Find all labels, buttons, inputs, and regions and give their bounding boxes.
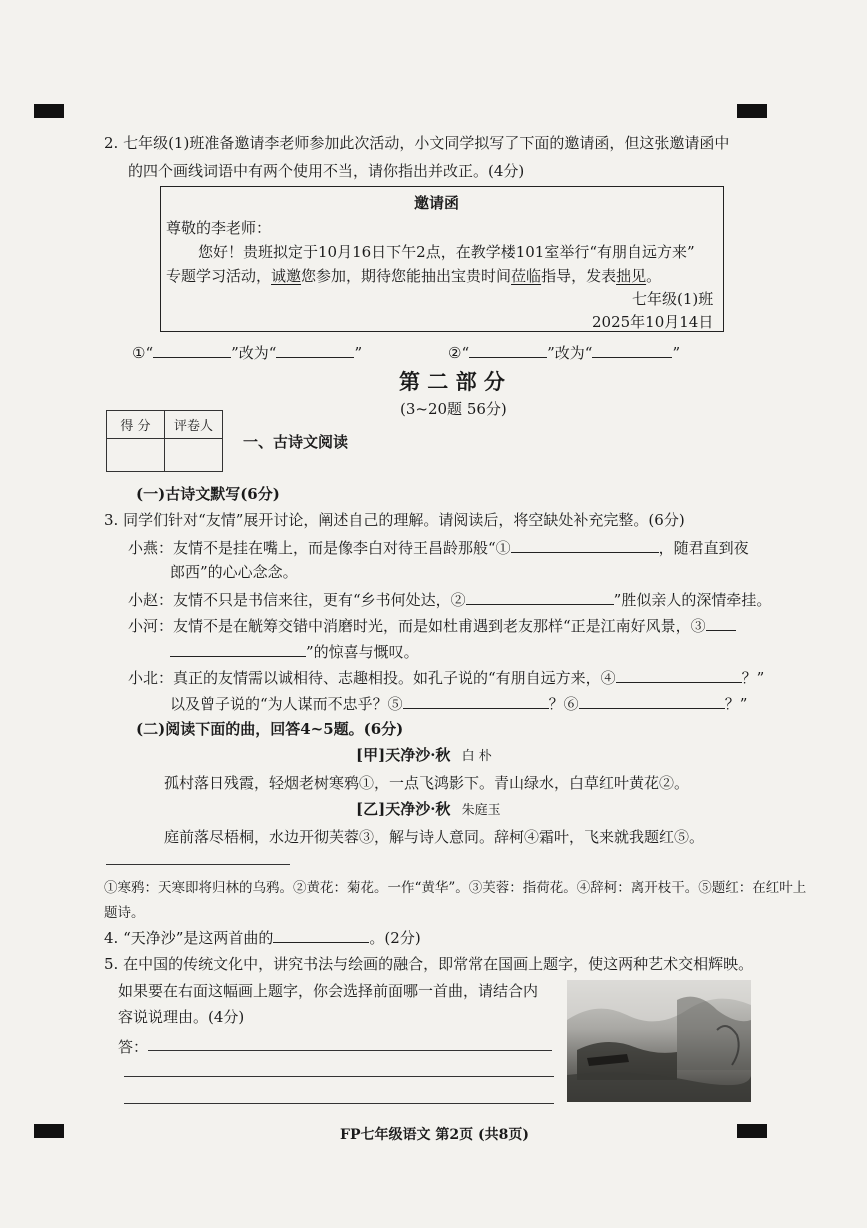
poem-a-author: 白 朴 — [461, 749, 492, 764]
answer-blank-1b[interactable] — [276, 341, 354, 358]
poem-b-title: [乙]天净沙·秋 朱庭玉 — [356, 800, 501, 818]
answer-line-3[interactable] — [124, 1103, 554, 1104]
answer-line-2[interactable] — [124, 1076, 554, 1077]
grader-header: 评卷人 — [165, 411, 223, 439]
invitation-date: 2025年10月14日 — [592, 313, 714, 331]
invitation-sign: 七年级(1)班 — [632, 290, 714, 308]
score-table — [106, 410, 223, 472]
part-subtitle: (3~20题 56分) — [400, 400, 507, 418]
blank-5[interactable] — [403, 692, 549, 709]
landscape-painting-icon — [567, 980, 751, 1102]
poem-a-text: 孤村落日残霞，轻烟老树寒鸦①，一点飞鸿影下。青山绿水，白草红叶黄花②。 — [164, 774, 690, 792]
invitation-salutation: 尊敬的李老师： — [166, 219, 272, 237]
q3-xiaoyan-cont: 郎西”的心心念念。 — [170, 563, 298, 581]
score-cell[interactable] — [107, 439, 165, 472]
underlined-word-lilin: 莅临 — [511, 267, 542, 285]
footnote-line2: 题诗。 — [104, 905, 145, 921]
registration-mark-bottom-left — [34, 1124, 64, 1138]
part-title: 第 二 部 分 — [399, 369, 505, 394]
invitation-body-line2: 专题学习活动，诚邀您参加，期待您能抽出宝贵时间莅临指导，发表拙见。 — [166, 267, 662, 285]
registration-mark-top-right — [737, 104, 767, 118]
subsection-heading-2: (二)阅读下面的曲，回答4~5题。(6分) — [136, 720, 404, 738]
ink-painting-image — [567, 980, 751, 1102]
registration-mark-top-left — [34, 104, 64, 118]
q5-line3: 容说说理由。(4分) — [118, 1008, 245, 1026]
q3-xiaohe: 小河：友情不是在觥筹交错中消磨时光，而是如杜甫遇到老友那样“正是江南好风景，③ — [128, 614, 736, 636]
footnote-divider — [106, 864, 290, 865]
poem-b-text: 庭前落尽梧桐，水边开彻芙蓉③，解与诗人意同。辞柯④霜叶，飞来就我题红⑤。 — [164, 828, 705, 846]
q3-xiaohe-cont: ”的惊喜与慨叹。 — [170, 640, 419, 662]
q5-line1: 5. 在中国的传统文化中，讲究书法与绘画的融合，即常常在国画上题字，使这两种艺术交相辉映。 — [104, 955, 754, 973]
q4-blank[interactable] — [273, 926, 369, 943]
registration-mark-bottom-right — [737, 1124, 767, 1138]
blank-2[interactable] — [466, 588, 614, 605]
q4: 4. “天净沙”是这两首曲的 。(2分) — [104, 926, 421, 948]
section-heading-classical: 一、古诗文阅读 — [243, 433, 349, 451]
q3-xiaoyan: 小燕：友情不是挂在嘴上，而是像李白对待王昌龄那般“① ，随君直到夜 — [128, 536, 749, 558]
q3-xiaobei-cont: 以及曾子说的“为人谋而不忠乎？⑤ ？⑥ ？” — [170, 692, 747, 714]
q2-answer-2: ②“ ”改为“ ” — [448, 341, 680, 363]
blank-4[interactable] — [616, 666, 742, 683]
answer-blank-2a[interactable] — [469, 341, 547, 358]
blank-3a[interactable] — [706, 614, 736, 631]
underlined-word-zhuojian: 拙见 — [616, 267, 647, 285]
blank-6[interactable] — [579, 692, 725, 709]
subsection-heading-1: (一)古诗文默写(6分) — [136, 485, 280, 503]
answer-blank-1a[interactable] — [153, 341, 231, 358]
q5-line2: 如果要在右面这幅画上题字，你会选择前面哪一首曲，请结合内 — [118, 982, 539, 1000]
q3-xiaozhao: 小赵：友情不只是书信来往，更有“乡书何处达，② ”胜似亲人的深情牵挂。 — [128, 588, 771, 610]
q2-line2: 的四个画线词语中有两个使用不当，请你指出并改正。(4分) — [128, 162, 525, 180]
answer-blank-2b[interactable] — [592, 341, 672, 358]
q5-answer-label: 答： — [118, 1038, 149, 1056]
q2-line1: 2. 七年级(1)班准备邀请李老师参加此次活动，小文同学拟写了下面的邀请函，但这张邀请函中 — [104, 134, 730, 152]
invitation-body-line1: 您好！贵班拟定于10月16日下午2点，在教学楼101室举行“有朋自远方来” — [198, 243, 695, 261]
underlined-word-chengyao: 诚邀 — [271, 267, 302, 285]
blank-1[interactable] — [511, 536, 659, 553]
invitation-title: 邀请函 — [414, 194, 460, 212]
q3-line1: 3. 同学们针对“友情”展开讨论，阐述自己的理解。请阅读后，将空缺处补充完整。(6分) — [104, 511, 685, 529]
grader-cell[interactable] — [165, 439, 223, 472]
q2-answer-1: ①“ ”改为“ ” — [132, 341, 362, 363]
blank-3b[interactable] — [170, 640, 306, 657]
poem-a-title: [甲]天净沙·秋 白 朴 — [356, 746, 492, 764]
q3-xiaobei: 小北：真正的友情需以诚相待、志趣相投。如孔子说的“有朋自远方来，④ ？” — [128, 666, 764, 688]
answer-line-1[interactable] — [148, 1050, 552, 1051]
score-header: 得 分 — [107, 411, 165, 439]
footnote-line1: ①寒鸦：天寒即将归林的乌鸦。②黄花：菊花。一作“黄华”。③芙蓉：指荷花。④辞柯：离开枝干。⑤题红：在红叶上 — [104, 880, 807, 896]
poem-b-author: 朱庭玉 — [461, 803, 501, 818]
page-footer: FP七年级语文 第2页 (共8页) — [340, 1127, 529, 1143]
